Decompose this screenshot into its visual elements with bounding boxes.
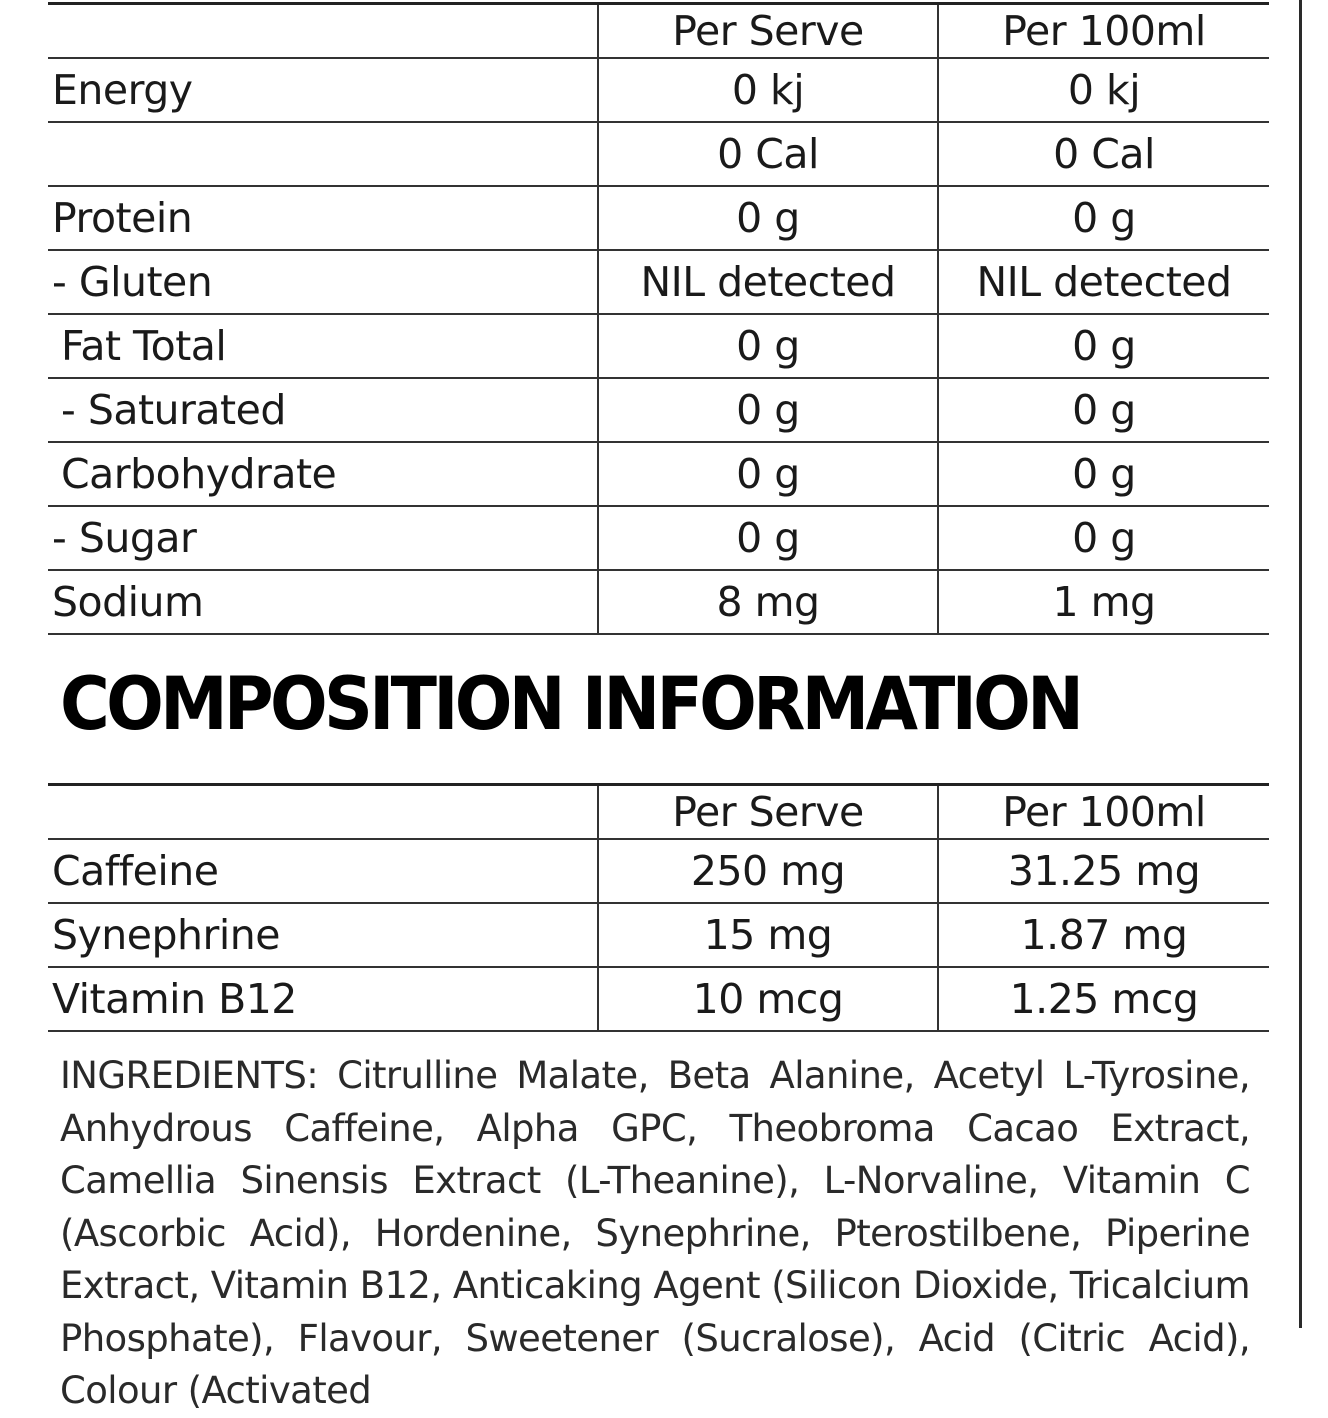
header-per-serve: Per Serve — [599, 786, 939, 838]
row-per-serve: 0 kj — [599, 59, 939, 121]
row-per-100ml: 0 g — [1072, 322, 1136, 370]
table-row — [48, 571, 1269, 635]
composition-heading: COMPOSITION INFORMATION — [60, 662, 1081, 747]
header-blank — [48, 786, 599, 838]
row-label: Protein — [48, 187, 599, 249]
composition-table — [48, 783, 1269, 1032]
row-per-serve: 10 mcg — [599, 968, 939, 1030]
row-per-100ml: 1.87 mg — [1020, 911, 1188, 959]
table-row — [48, 379, 1269, 443]
row-label: Energy — [48, 59, 599, 121]
header-blank — [48, 5, 599, 57]
row-per-serve: 0 g — [599, 379, 939, 441]
table-row — [48, 507, 1269, 571]
row-per-serve: 0 g — [599, 507, 939, 569]
table-row — [48, 840, 1269, 904]
row-label: Carbohydrate — [48, 443, 599, 505]
right-border — [1299, 0, 1302, 1328]
row-per-100ml: 0 g — [1072, 386, 1136, 434]
row-per-serve: 0 g — [599, 187, 939, 249]
row-per-100ml: 0 g — [1072, 450, 1136, 498]
row-per-serve: NIL detected — [599, 251, 939, 313]
row-label: - Saturated — [48, 379, 599, 441]
row-per-100ml: 0 g — [1072, 514, 1136, 562]
row-label: Sodium — [48, 571, 599, 633]
nutrition-header-row — [48, 5, 1269, 59]
table-row — [48, 59, 1269, 123]
row-label: Caffeine — [48, 840, 599, 902]
nutrition-table — [48, 2, 1269, 635]
row-per-serve: 0 g — [599, 315, 939, 377]
row-per-100ml: 1.25 mcg — [1009, 975, 1199, 1023]
table-row — [48, 968, 1269, 1032]
row-label: Fat Total — [48, 315, 599, 377]
table-row — [48, 187, 1269, 251]
row-per-100ml: 0 kj — [1067, 66, 1141, 114]
ingredients-text: INGREDIENTS: Citrulline Malate, Beta Alanine, Acetyl L-Tyrosine, Anhydrous Caffeine, Alpha GPC, Theobroma Cacao Extract, Camellia Sinensis Extract (L-Theanine), L-Norvaline, Vitamin C (Ascorbic Acid), Hordenine, Synephrine, Pterostilbene, Piperine Extract, Vitamin B12, Anticaking Agent (Silicon Dioxide, Tricalcium Phosphate), Flavour, Sweetener (Sucralose), Acid (Citric Acid), Colour (Activated — [60, 1054, 1250, 1412]
row-per-100ml: 31.25 mg — [1007, 847, 1201, 895]
row-per-100ml: 0 Cal — [1053, 130, 1155, 178]
row-per-serve: 0 g — [599, 443, 939, 505]
row-label: - Gluten — [48, 251, 599, 313]
header-per-100ml: Per 100ml — [1002, 788, 1206, 836]
row-per-100ml: 1 mg — [1052, 578, 1156, 626]
table-row — [48, 315, 1269, 379]
table-row — [48, 904, 1269, 968]
row-per-100ml: NIL detected — [976, 258, 1232, 306]
row-per-serve: 8 mg — [599, 571, 939, 633]
row-per-100ml: 0 g — [1072, 194, 1136, 242]
row-label: Synephrine — [48, 904, 599, 966]
row-label: - Sugar — [48, 507, 599, 569]
table-row — [48, 123, 1269, 187]
row-per-serve: 15 mg — [599, 904, 939, 966]
composition-header-row — [48, 786, 1269, 840]
row-per-serve: 250 mg — [599, 840, 939, 902]
row-per-serve: 0 Cal — [599, 123, 939, 185]
header-per-100ml: Per 100ml — [1002, 7, 1206, 55]
row-label — [48, 123, 599, 185]
table-row — [48, 251, 1269, 315]
row-label: Vitamin B12 — [48, 968, 599, 1030]
header-per-serve: Per Serve — [599, 5, 939, 57]
table-row — [48, 443, 1269, 507]
